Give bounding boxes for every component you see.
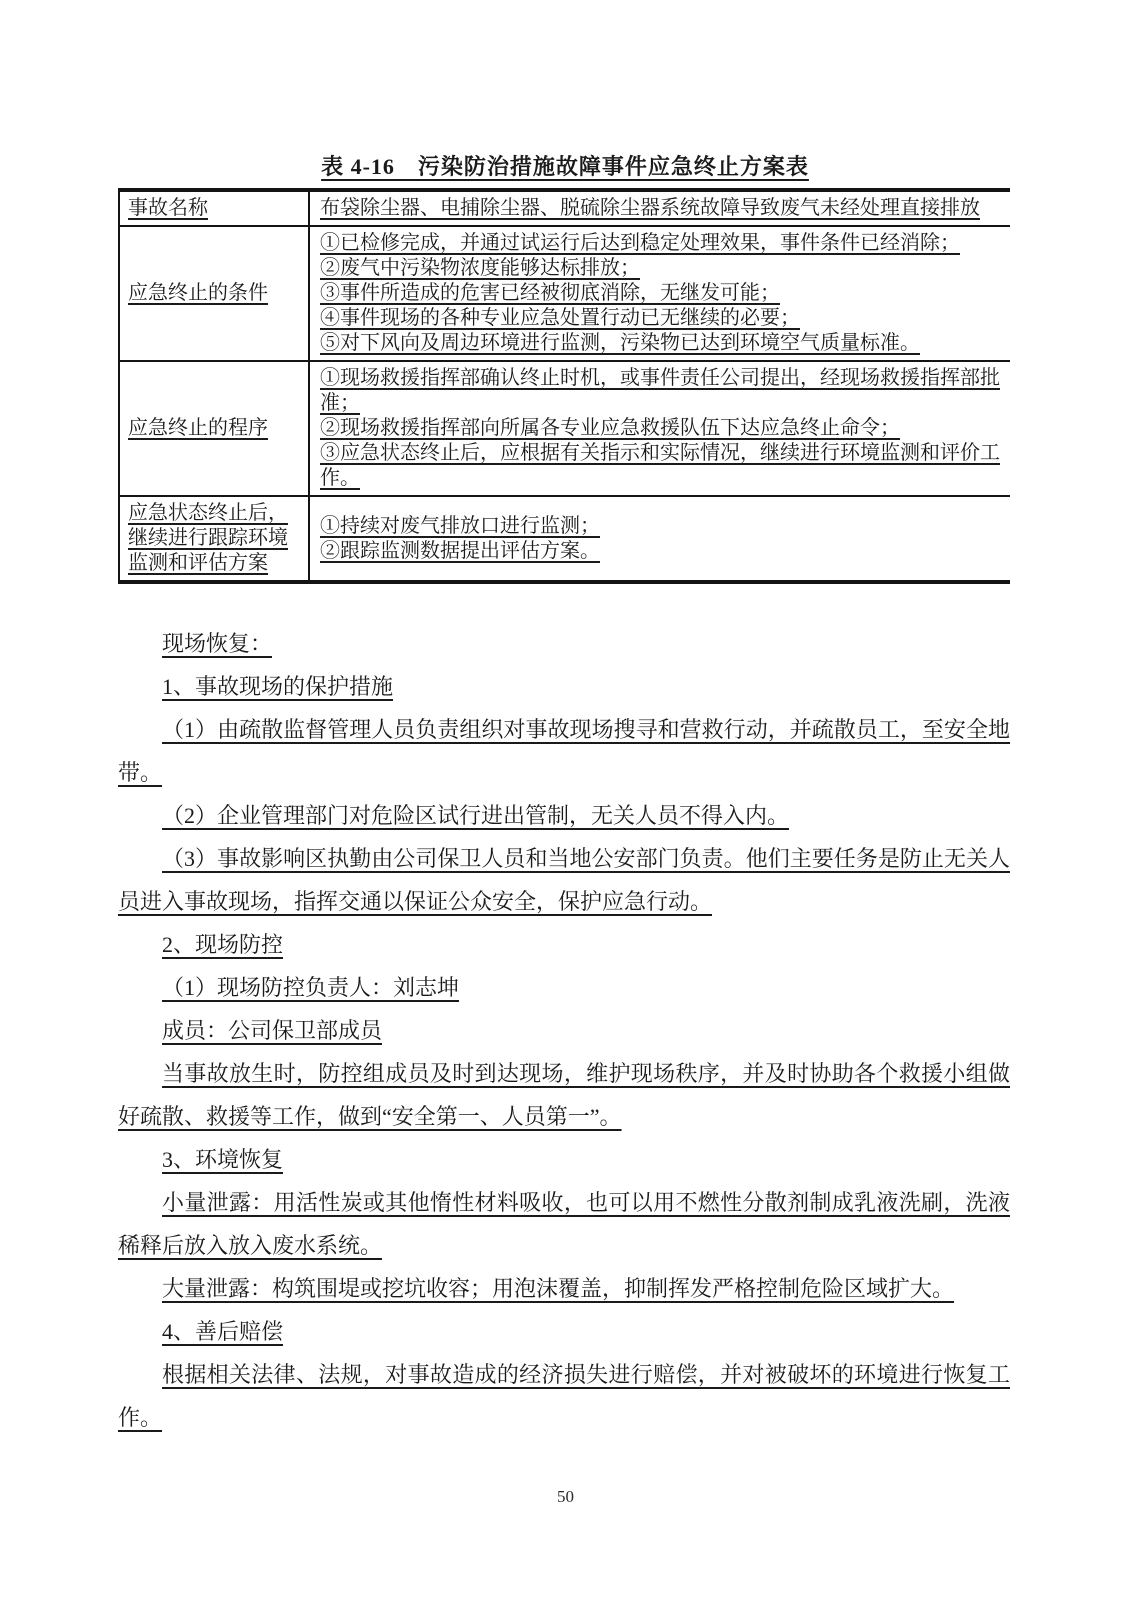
- paragraph: （1）由疏散监督管理人员负责组织对事故现场搜寻和营救行动，并疏散员工，至安全地带。: [118, 717, 1010, 785]
- row-header-cell: [119, 496, 309, 582]
- row-header-label: 应急终止的条件: [128, 282, 268, 304]
- page-number: 50: [557, 1487, 574, 1506]
- table-row-termination-conditions: [119, 226, 1010, 361]
- table-row-termination-procedure: [119, 361, 1010, 496]
- cell-line: ②废气中污染物浓度能够达标排放；: [320, 257, 640, 279]
- row-header-label: 事故名称: [128, 197, 208, 219]
- cell-line: ①已检修完成，并通过试运行后达到稳定处理效果，事件条件已经消除；: [320, 232, 960, 254]
- paragraph: （2）企业管理部门对危险区试行进出管制，无关人员不得入内。: [162, 803, 790, 828]
- paragraph: 当事故放生时，防控组成员及时到达现场，维护现场秩序，并及时协助各个救援小组做好疏散、救援等工作，做到“安全第一、人员第一”。: [118, 1061, 1010, 1129]
- paragraph: （1）现场防控负责人：刘志坤: [162, 975, 460, 1000]
- cell-line: ②现场救援指挥部向所属各专业应急救援队伍下达应急终止命令；: [320, 417, 900, 439]
- row-header-cell: [119, 190, 309, 226]
- emergency-termination-plan-table: [118, 188, 1010, 584]
- paragraph-section-3-heading: 3、环境恢复: [162, 1147, 284, 1172]
- cell-line: ②跟踪监测数据提出评估方案。: [320, 539, 600, 562]
- cell-line: 布袋除尘器、电捕除尘器、脱硫除尘器系统故障导致废气未经处理直接排放: [320, 197, 980, 219]
- row-value-cell: [309, 496, 1010, 582]
- paragraph: 小量泄露：用活性炭或其他惰性材料吸收，也可以用不燃性分散剂制成乳液洗刷，洗液稀释后放入放入废水系统。: [118, 1190, 1010, 1258]
- paragraph-section-4-heading: 4、善后赔偿: [162, 1319, 284, 1344]
- row-value-cell: [309, 361, 1010, 496]
- cell-line: ①持续对废气排放口进行监测；: [320, 514, 600, 537]
- cell-line: ④事件现场的各种专业应急处置行动已无继续的必要；: [320, 307, 800, 329]
- paragraph: 大量泄露：构筑围堤或挖坑收容；用泡沫覆盖，抑制挥发严格控制危险区域扩大。: [162, 1276, 955, 1301]
- paragraph: （3）事故影响区执勤由公司保卫人员和当地公安部门负责。他们主要任务是防止无关人员进入事故现场，指挥交通以保证公众安全，保护应急行动。: [118, 846, 1010, 914]
- row-value-cell: [309, 190, 1010, 226]
- paragraph-site-recovery-heading: 现场恢复：: [162, 631, 273, 656]
- cell-line: ③事件所造成的危害已经被彻底消除，无继发可能；: [320, 282, 780, 304]
- body-text: [118, 622, 1010, 1439]
- table-row-accident-name: [119, 190, 1010, 226]
- paragraph-section-1-heading: 1、事故现场的保护措施: [162, 674, 394, 699]
- row-header-cell: [119, 226, 309, 361]
- row-header-cell: [119, 361, 309, 496]
- cell-line: ⑤对下风向及周边环境进行监测，污染物已达到环境空气质量标准。: [320, 332, 920, 354]
- paragraph: 根据相关法律、法规，对事故造成的经济损失进行赔偿，并对被破坏的环境进行恢复工作。: [118, 1362, 1010, 1430]
- cell-line: ①现场救援指挥部确认终止时机，或事件责任公司提出，经现场救援指挥部批准；: [320, 367, 1000, 414]
- row-header-label: 应急终止的程序: [128, 417, 268, 439]
- cell-line: ③应急状态终止后，应根据有关指示和实际情况，继续进行环境监测和评价工作。: [320, 442, 1000, 489]
- row-value-cell: [309, 226, 1010, 361]
- paragraph: 成员：公司保卫部成员: [162, 1018, 383, 1043]
- paragraph-section-2-heading: 2、现场防控: [162, 932, 284, 957]
- row-header-label: 应急状态终止后，继续进行跟踪环境监测和评估方案: [128, 502, 288, 574]
- table-title: 表 4-16 污染防治措施故障事件应急终止方案表: [321, 154, 809, 179]
- table-row-followup-monitoring: [119, 496, 1010, 582]
